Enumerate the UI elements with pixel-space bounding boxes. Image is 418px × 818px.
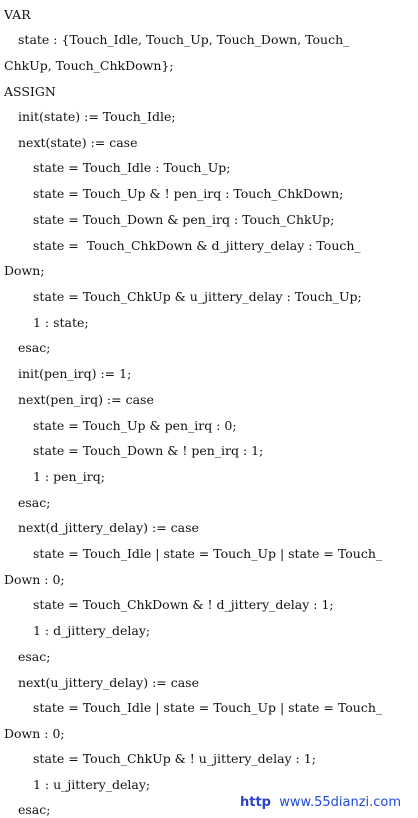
code-line: next(d_jittery_delay) := case [18,520,199,535]
code-line: next(u_jittery_delay) := case [18,675,199,690]
code-line: Down; [4,263,45,278]
code-line: state = Touch_ChkUp & u_jittery_delay : Touch_Up; [33,289,362,304]
code-line: 1 : state; [33,315,89,330]
code-line: state = Touch_Down & pen_irq : Touch_ChkUp; [33,212,335,227]
code-line: state = Touch_Up & ! pen_irq : Touch_ChkDown; [33,186,344,201]
code-line: state = Touch_ChkUp & ! u_jittery_delay : 1; [33,751,316,766]
code-line: state = Touch_ChkDown & ! d_jittery_delay : 1; [33,597,334,612]
watermark-prefix: http [240,795,271,810]
code-line: state = Touch_Idle | state = Touch_Up | state = Touch_ [33,700,383,715]
code-line: state : {Touch_Idle, Touch_Up, Touch_Down, Touch_ [18,32,350,47]
code-line: esac; [18,802,51,817]
code-line: state = Touch_Up & pen_irq : 0; [33,418,237,433]
code-line: state = Touch_Down & ! pen_irq : 1; [33,443,264,458]
code-line: 1 : pen_irq; [33,469,105,484]
watermark [240,795,401,810]
watermark-site: www.55dianzi.com [279,795,402,810]
code-line: next(pen_irq) := case [18,392,154,407]
code-line: Down : 0; [4,572,65,587]
code-line: state = Touch_Idle | state = Touch_Up | state = Touch_ [33,546,383,561]
code-line: ChkUp, Touch_ChkDown}; [4,58,174,73]
code-line: esac; [18,340,51,355]
code-line: esac; [18,495,51,510]
code-line: state = Touch_Idle : Touch_Up; [33,160,231,175]
code-line: esac; [18,649,51,664]
code-line: VAR [4,7,31,22]
code-line: 1 : d_jittery_delay; [33,623,151,638]
code-line: 1 : u_jittery_delay; [33,777,151,792]
code-line: init(pen_irq) := 1; [18,366,132,381]
code-line: state = Touch_ChkDown & d_jittery_delay : Touch_ [33,238,361,253]
code-line: next(state) := case [18,135,138,150]
code-line: init(state) := Touch_Idle; [18,109,176,124]
code-line: ASSIGN [4,84,56,99]
code-line: Down : 0; [4,726,65,741]
